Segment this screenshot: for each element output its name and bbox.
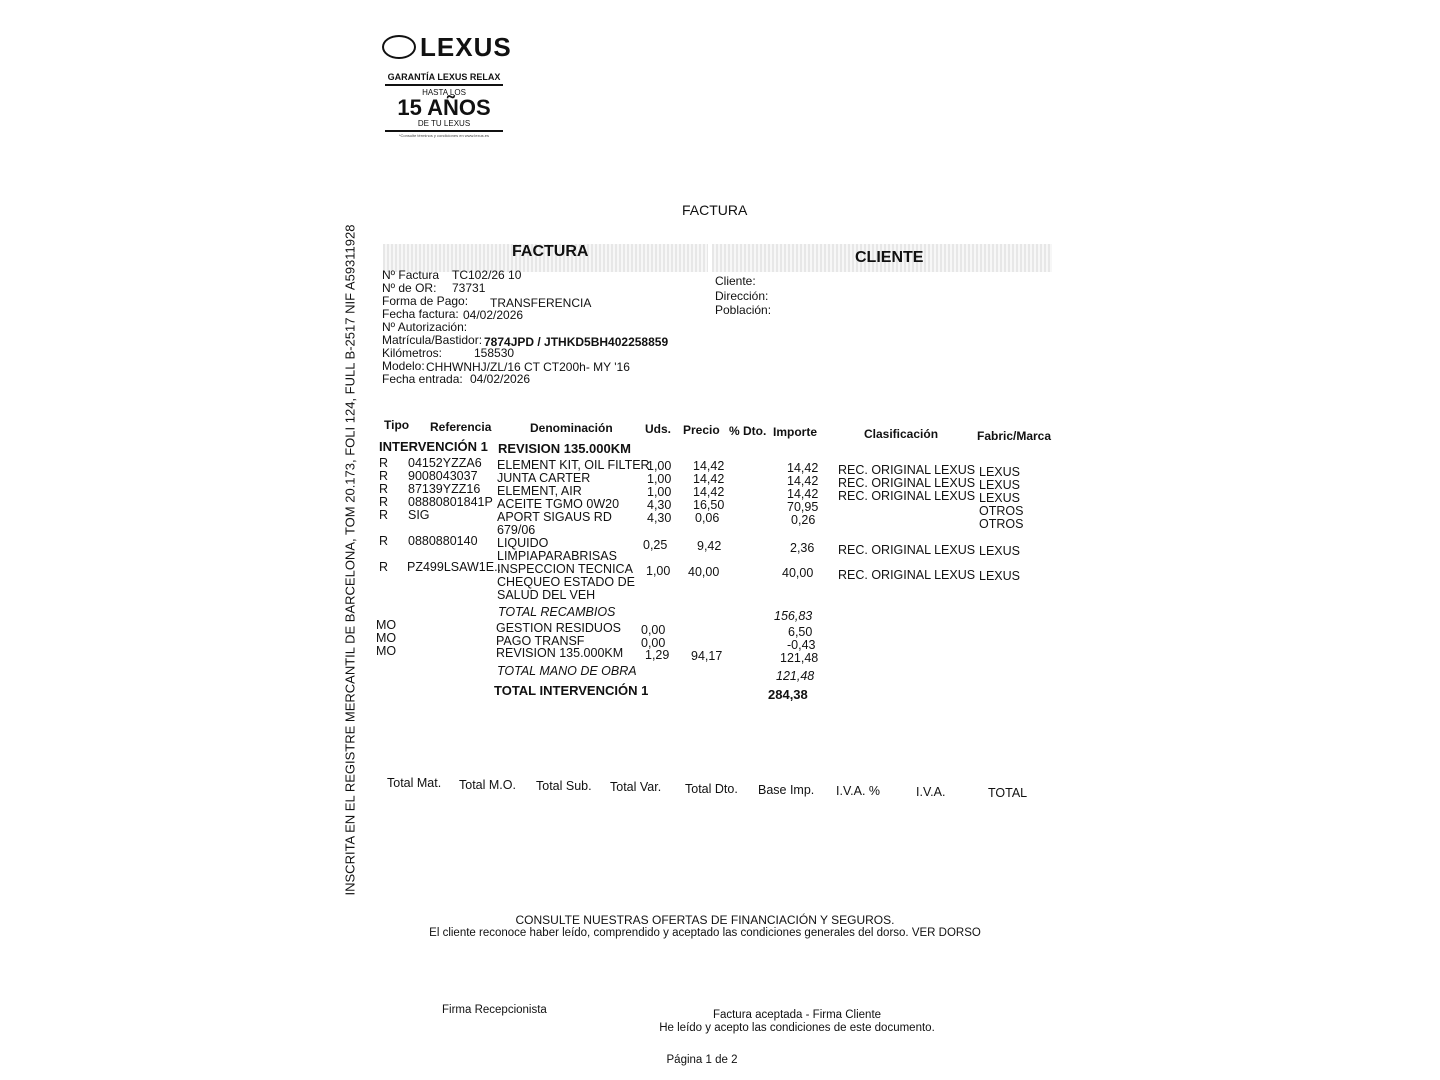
col-denominacion: Denominación xyxy=(530,421,613,435)
payment-method-value: TRANSFERENCIA xyxy=(490,296,592,310)
col-precio: Precio xyxy=(683,423,720,437)
row-importe: 6,50 xyxy=(788,625,813,639)
row-marca: OTROS xyxy=(979,517,1024,531)
logo-text: LEXUS xyxy=(420,32,512,62)
col-clasificacion: Clasificación xyxy=(864,427,939,441)
km-value: 158530 xyxy=(474,346,515,360)
total-intervention-label: TOTAL INTERVENCIÓN 1 xyxy=(494,683,649,698)
iva-pct-header: I.V.A. % xyxy=(836,784,881,798)
row-ref: 87139YZZ16 xyxy=(408,482,481,496)
row-tipo: R xyxy=(379,495,389,509)
reception-signature-label: Firma Recepcionista xyxy=(442,1004,547,1016)
col-dto: % Dto. xyxy=(729,424,767,438)
row-importe: 14,42 xyxy=(787,474,819,488)
row-tipo: MO xyxy=(376,631,397,645)
row-importe: 14,42 xyxy=(787,487,819,501)
row-den: GESTION RESIDUOS xyxy=(496,621,622,635)
client-label: Cliente: xyxy=(715,274,756,288)
authorization-label: Nº Autorización: xyxy=(382,320,468,334)
page-number: Página 1 de 2 xyxy=(666,1054,738,1066)
col-marca: Fabric/Marca xyxy=(977,429,1052,443)
plate-vin-value: 7874JPD / JTHKD5BH402258859 xyxy=(484,335,669,349)
guarantee-line-4: DE TU LEXUS xyxy=(385,119,503,132)
row-tipo: R xyxy=(379,456,389,470)
entry-date-value: 04/02/2026 xyxy=(470,372,531,386)
row-importe: -0,43 xyxy=(787,638,816,652)
row-ref: 0880880140 xyxy=(408,534,478,548)
base-imp-header: Base Imp. xyxy=(758,783,815,797)
row-marca: LEXUS xyxy=(979,478,1020,492)
total-mo-label: TOTAL MANO DE OBRA xyxy=(497,664,637,678)
invoice-number-label: Nº Factura xyxy=(382,268,440,282)
guarantee-line-1: GARANTÍA LEXUS RELAX xyxy=(385,72,503,86)
row-uds: 0,00 xyxy=(641,636,666,650)
row-ref: 9008043037 xyxy=(408,469,478,483)
client-signature-note: He leído y acepto las condiciones de este documento. xyxy=(659,1022,935,1034)
row-clas: REC. ORIGINAL LEXUS xyxy=(838,476,976,490)
total-mo-header: Total M.O. xyxy=(459,778,516,792)
lexus-emblem-icon xyxy=(382,35,416,59)
row-precio: 14,42 xyxy=(693,472,725,486)
row-den: ACEITE TGMO 0W20 xyxy=(497,497,620,511)
row-den-cont: 679/06 xyxy=(497,523,536,537)
km-label: Kilómetros: xyxy=(382,346,443,360)
row-den: INSPECCION TECNICA xyxy=(497,562,633,576)
invoice-heading: FACTURA xyxy=(512,243,589,260)
guarantee-badge xyxy=(385,72,503,138)
total-sub-header: Total Sub. xyxy=(536,779,592,793)
row-tipo: R xyxy=(379,560,389,574)
row-tipo: R xyxy=(379,534,389,548)
row-precio: 40,00 xyxy=(688,565,720,579)
row-den-cont: SALUD DEL VEH xyxy=(497,588,596,602)
row-precio: 14,42 xyxy=(693,459,725,473)
col-uds: Uds. xyxy=(645,422,672,436)
guarantee-line-3: 15 AÑOS xyxy=(397,95,491,120)
payment-method-label: Forma de Pago: xyxy=(382,294,469,308)
row-clas: REC. ORIGINAL LEXUS xyxy=(838,463,976,477)
row-importe: 121,48 xyxy=(780,651,819,665)
lexus-logo xyxy=(382,32,512,63)
document-title: FACTURA xyxy=(682,202,748,218)
invoice-date-label: Fecha factura: xyxy=(382,307,459,321)
row-den-cont: LIMPIAPARABRISAS xyxy=(497,549,617,563)
row-importe: 2,36 xyxy=(790,541,815,555)
row-marca: LEXUS xyxy=(979,491,1020,505)
row-clas: REC. ORIGINAL LEXUS xyxy=(838,568,976,582)
row-uds: 4,30 xyxy=(647,498,672,512)
row-importe: 14,42 xyxy=(787,461,819,475)
row-importe: 40,00 xyxy=(782,566,814,580)
iva-header: I.V.A. xyxy=(916,785,946,799)
row-den: LIQUIDO xyxy=(497,536,549,550)
row-tipo: R xyxy=(379,482,389,496)
col-tipo: Tipo xyxy=(384,418,410,432)
acknowledgement: El cliente reconoce haber leído, comprendido y aceptado las condiciones generales del dorso. VER DORSO xyxy=(429,927,981,939)
row-uds: 1,00 xyxy=(647,472,672,486)
row-tipo: R xyxy=(379,469,389,483)
total-intervention-value: 284,38 xyxy=(768,687,808,702)
client-signature-label: Factura aceptada - Firma Cliente xyxy=(712,1009,882,1021)
row-marca: OTROS xyxy=(979,504,1024,518)
or-number-value: 73731 xyxy=(452,281,486,295)
row-den: ELEMENT, AIR xyxy=(497,484,582,498)
row-clas: REC. ORIGINAL LEXUS xyxy=(838,543,976,557)
row-den: ELEMENT KIT, OIL FILTER xyxy=(497,458,650,472)
row-uds: 1,00 xyxy=(646,564,671,578)
invoice-date-value: 04/02/2026 xyxy=(463,308,524,322)
row-uds: 0,25 xyxy=(643,538,668,552)
col-referencia: Referencia xyxy=(430,420,492,434)
row-ref: 08880801841P xyxy=(408,495,493,509)
entry-date-label: Fecha entrada: xyxy=(382,372,463,386)
row-marca: LEXUS xyxy=(979,544,1020,558)
row-precio: 16,50 xyxy=(693,498,725,512)
registry-text: INSCRITA EN EL REGISTRE MERCANTIL DE BARCELONA, TOM 20.173, FOLI 124, FULL B-2517 NIF A59311928 xyxy=(342,224,358,896)
or-number-label: Nº de OR: xyxy=(382,281,437,295)
row-uds: 1,00 xyxy=(647,459,672,473)
total-dto-header: Total Dto. xyxy=(685,782,738,796)
row-uds: 0,00 xyxy=(641,623,666,637)
address-label: Dirección: xyxy=(715,289,769,303)
total-mat-header: Total Mat. xyxy=(387,776,442,790)
row-den: APORT SIGAUS RD xyxy=(497,510,612,524)
row-ref: SIG xyxy=(408,508,430,522)
row-den: JUNTA CARTER xyxy=(497,471,591,485)
row-precio: 9,42 xyxy=(697,539,722,553)
city-label: Población: xyxy=(715,303,772,317)
plate-vin-label: Matrícula/Bastidor: xyxy=(382,333,483,347)
total-var-header: Total Var. xyxy=(610,780,662,794)
guarantee-line-2: HASTA LOS xyxy=(422,88,466,97)
row-precio: 94,17 xyxy=(691,649,723,663)
row-marca: LEXUS xyxy=(979,465,1020,479)
invoice-number-value: TC102/26 10 xyxy=(452,268,522,282)
row-ref: PZ499LSAW1E.. xyxy=(407,560,502,574)
row-uds: 1,00 xyxy=(647,485,672,499)
guarantee-note: *Consulte términos y condiciones en www.lexus.es xyxy=(398,133,490,138)
intervention-title: REVISION 135.000KM xyxy=(498,441,631,456)
row-den: REVISION 135.000KM xyxy=(496,646,624,660)
row-importe: 70,95 xyxy=(787,500,819,514)
col-importe: Importe xyxy=(773,425,818,439)
row-precio: 0,06 xyxy=(695,511,720,525)
model-label: Modelo: xyxy=(382,359,425,373)
row-importe: 0,26 xyxy=(791,513,816,527)
row-den: PAGO TRANSF xyxy=(496,634,585,648)
total-recambios-label: TOTAL RECAMBIOS xyxy=(498,605,616,619)
row-marca: LEXUS xyxy=(979,569,1020,583)
row-uds: 4,30 xyxy=(647,511,672,525)
intervention-label: INTERVENCIÓN 1 xyxy=(379,439,488,454)
client-heading: CLIENTE xyxy=(855,249,924,266)
row-tipo: MO xyxy=(376,644,397,658)
total-header: TOTAL xyxy=(988,786,1028,800)
row-precio: 14,42 xyxy=(693,485,725,499)
total-mo-value: 121,48 xyxy=(776,669,815,683)
financing-offer: CONSULTE NUESTRAS OFERTAS DE FINANCIACIÓN Y SEGUROS. xyxy=(515,913,895,927)
model-value: CHHWNHJ/ZL/16 CT CT200h- MY '16 xyxy=(426,360,630,374)
row-tipo: R xyxy=(379,508,389,522)
total-recambios-value: 156,83 xyxy=(774,609,813,623)
row-den-cont: CHEQUEO ESTADO DE xyxy=(497,575,635,589)
row-clas: REC. ORIGINAL LEXUS xyxy=(838,489,976,503)
row-ref: 04152YZZA6 xyxy=(408,456,482,470)
row-uds: 1,29 xyxy=(645,648,670,662)
row-tipo: MO xyxy=(376,618,397,632)
